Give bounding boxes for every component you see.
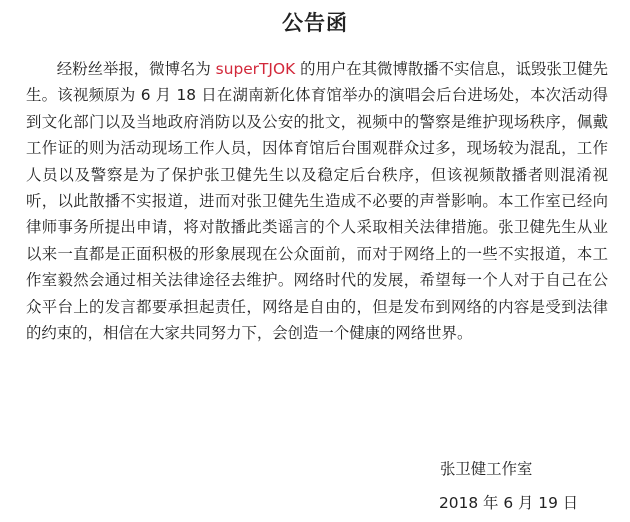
issue-date: 2018 年 6 月 19 日	[439, 494, 579, 512]
body-text-intro: 经粉丝举报，微博名为	[56, 60, 216, 78]
weibo-handle: superTJOK	[215, 60, 296, 78]
document-title: 公告函	[282, 11, 348, 35]
body-text-main: 的用户在其微博散播不实信息，诋毁张卫健先生。该视频原为 6 月 18 日在湖南新化体育馆举办的演唱会后台进场处，本次活动得到文化部门以及当地政府消防以及公安的批文，视频中的警察是维护现场秩序，佩戴工作证的则为活动现场工作人员，因体育馆后台围观群众过多，现场较为混乱，工作人员以及警察是为了保护张卫健先生以及稳定后台秩序，但该视频散播者则混淆视听，以此散播不实报道，进而对张卫健先生造成不必要的声誉影响。本工作室已经向律师事务所提出申请，将对散播此类谣言的个人采取相关法律措施。张卫健先生从业以来一直都是正面积极的形象展现在公众面前，而对于网络上的一些不实报道，本工作室毅然会通过相关法律途径去维护。网络时代的发展，希望每一个人对于自己在公众平台上的发言都要承担起责任，网络是自由的，但是发布到网络的内容是受到法律的约束的，相信在大家共同努力下，会创造一个健康的网络世界。	[26, 60, 608, 343]
body-paragraph	[26, 56, 608, 346]
document-body	[26, 56, 608, 346]
signature: 张卫健工作室	[440, 460, 533, 478]
